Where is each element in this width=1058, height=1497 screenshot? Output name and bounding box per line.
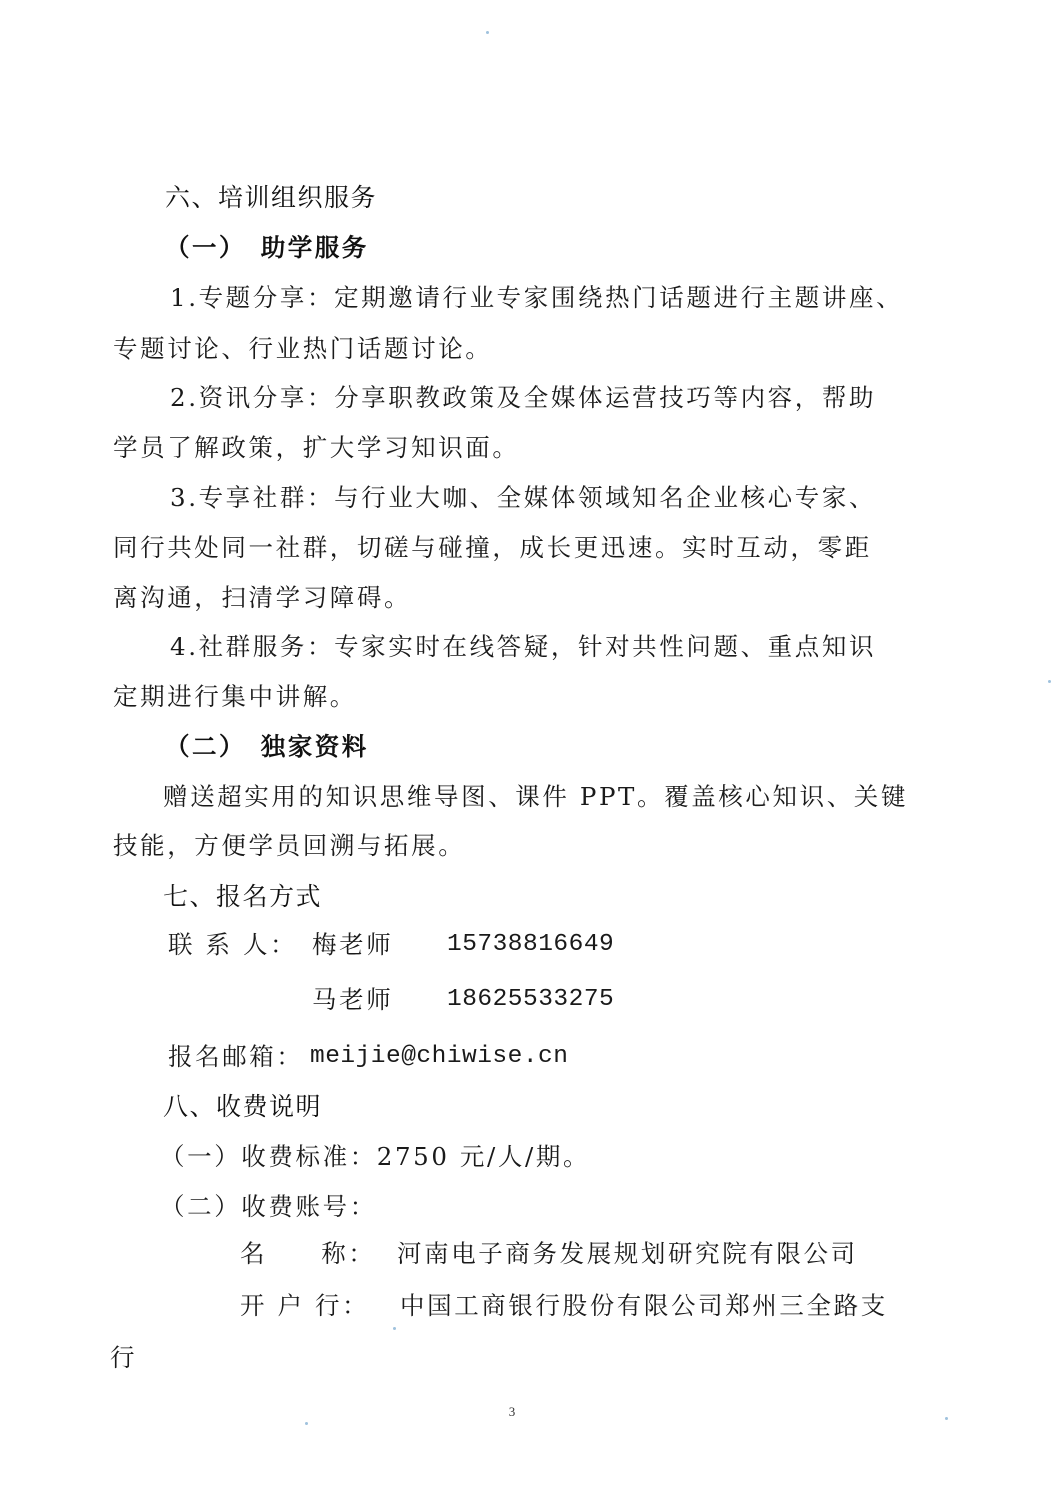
email-address: meijie@chiwise.cn (310, 1043, 569, 1070)
subsection-2-heading: （二） 独家资料 (165, 732, 369, 761)
scan-speck (305, 1422, 308, 1425)
scan-speck (1048, 680, 1051, 683)
page-number: 3 (508, 1404, 516, 1419)
item-1-line-1: 1.专题分享：定期邀请行业专家围绕热门话题进行主题讲座、 (170, 283, 904, 312)
scan-speck (945, 1417, 948, 1420)
contact-name-1: 梅老师 (312, 930, 394, 959)
item-4-line-2: 定期进行集中讲解。 (113, 682, 357, 711)
section-7-heading: 七、报名方式 (163, 882, 323, 911)
item-3-line-2: 同行共处同一社群，切磋与碰撞，成长更迅速。实时互动，零距 (113, 533, 872, 562)
contact-label: 联 系 人： (168, 930, 298, 959)
bank-label: 开 户 行： (240, 1291, 370, 1320)
contact-phone-1: 15738816649 (447, 931, 615, 958)
section-6-heading: 六、培训组织服务 (165, 183, 378, 212)
contact-phone-2: 18625533275 (447, 986, 615, 1013)
contact-name-2: 马老师 (312, 985, 394, 1014)
bank-value-continued: 行 (110, 1343, 138, 1372)
account-name-label: 名 称： (240, 1239, 376, 1268)
item-2-line-1: 2.资讯分享：分享职教政策及全媒体运营技巧等内容，帮助 (170, 383, 877, 412)
bank-value: 中国工商银行股份有限公司郑州三全路支 (400, 1291, 888, 1320)
materials-line-1: 赠送超实用的知识思维导图、课件 PPT。覆盖核心知识、关键 (163, 782, 908, 811)
item-1-line-2: 专题讨论、行业热门话题讨论。 (113, 334, 493, 363)
section-8-heading: 八、收费说明 (163, 1092, 323, 1121)
item-3-line-3: 离沟通，扫清学习障碍。 (113, 583, 412, 612)
fee-standard: （一）收费标准：2750 元/人/期。 (160, 1142, 591, 1171)
materials-line-2: 技能，方便学员回溯与拓展。 (113, 831, 466, 860)
account-name-value: 河南电子商务发展规划研究院有限公司 (397, 1239, 858, 1268)
item-4-line-1: 4.社群服务：专家实时在线答疑，针对共性问题、重点知识 (170, 632, 877, 661)
item-3-line-1: 3.专享社群：与行业大咖、全媒体领域知名企业核心专家、 (170, 483, 877, 512)
email-label: 报名邮箱： (168, 1042, 304, 1071)
scan-speck (486, 31, 489, 34)
subsection-1-heading: （一） 助学服务 (165, 233, 369, 262)
scan-speck (393, 1327, 396, 1330)
item-2-line-2: 学员了解政策，扩大学习知识面。 (113, 433, 520, 462)
account-heading: （二）收费账号： (160, 1192, 377, 1221)
